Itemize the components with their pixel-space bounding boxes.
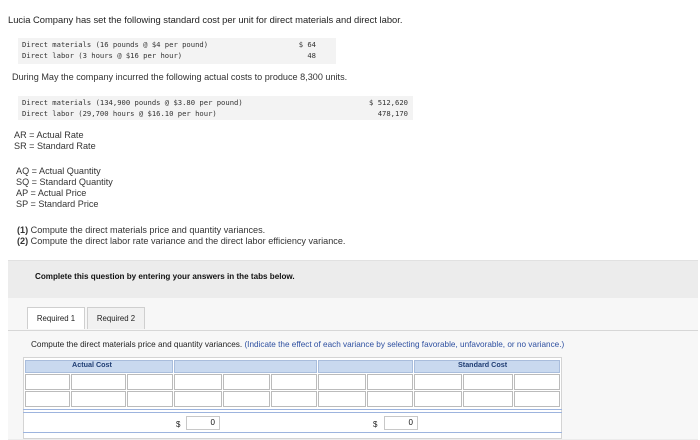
row2-cell-8[interactable] <box>367 391 413 407</box>
actual-cost-intro: During May the company incurred the following actual costs to produce 8,300 units. <box>12 72 348 82</box>
standard-price-input[interactable] <box>271 374 317 390</box>
standard-rate-label-input[interactable] <box>463 374 513 390</box>
sum-rule-bottom <box>23 412 562 413</box>
abbr-sq: SQ = Standard Quantity <box>16 177 113 187</box>
row2-cell-5[interactable] <box>223 391 270 407</box>
row2-cell-1[interactable] <box>25 391 70 407</box>
sum-rule-top <box>23 409 562 410</box>
task-2-number: (2) <box>17 236 29 246</box>
task-2-text: Compute the direct labor rate variance and the direct labor efficiency variance. <box>28 236 346 246</box>
actual-cost-label-labor: Direct labor (29,700 hours @ $16.10 per hour) <box>22 109 217 118</box>
sum-left-dollar-sign: $ <box>176 420 181 429</box>
row2-cell-2[interactable] <box>71 391 126 407</box>
task-1-text: Compute the direct materials price and quantity variances. <box>28 225 266 235</box>
actual-quantity-2-input[interactable] <box>174 374 222 390</box>
task-2 <box>17 236 345 246</box>
blank-header-cell-2 <box>318 360 413 373</box>
problem-intro: Lucia Company has set the following standard cost per unit for direct materials and direct labor. <box>8 14 403 25</box>
instructions <box>31 340 564 349</box>
actual-quantity-input[interactable] <box>25 374 70 390</box>
tab-required-2[interactable]: Required 2 <box>87 307 145 329</box>
actual-cost-amount-materials: $ 512,620 <box>369 98 408 107</box>
sum-right-dollar-sign: $ <box>373 420 378 429</box>
actual-price-label-input[interactable] <box>71 374 126 390</box>
standard-cost-header: Standard Cost <box>458 360 508 369</box>
abbr-sr: SR = Standard Rate <box>14 141 96 151</box>
abbr-sp: SP = Standard Price <box>16 199 99 209</box>
task-1 <box>17 225 265 235</box>
blank-header-cell-1 <box>174 360 317 373</box>
instructions-note: (Indicate the effect of each variance by selecting favorable, unfavorable, or no variance.) <box>244 340 565 349</box>
row2-cell-9[interactable] <box>414 391 462 407</box>
standard-quantity-label-input[interactable] <box>367 374 413 390</box>
standard-cost-label-labor: Direct labor (3 hours @ $16 per hour) <box>22 51 183 60</box>
standard-cost-label-materials: Direct materials (16 pounds @ $4 per pound) <box>22 40 209 49</box>
row2-cell-11[interactable] <box>514 391 560 407</box>
row2-cell-10[interactable] <box>463 391 513 407</box>
instructions-main: Compute the direct materials price and quantity variances. <box>31 340 245 349</box>
tab-required-1[interactable]: Required 1 <box>27 307 85 329</box>
standard-quantity-value-input[interactable] <box>414 374 462 390</box>
abbr-ap: AP = Actual Price <box>16 188 87 198</box>
panel-heading: Complete this question by entering your answers in the tabs below. <box>35 272 295 281</box>
task-1-number: (1) <box>17 225 29 235</box>
abbr-aq: AQ = Actual Quantity <box>16 166 101 176</box>
sum-right-value: 0 <box>384 416 418 430</box>
row2-cell-6[interactable] <box>271 391 317 407</box>
actual-cost-amount-labor: 478,170 <box>377 109 408 118</box>
actual-price-input[interactable] <box>127 374 173 390</box>
actual-cost-label-materials: Direct materials (134,900 pounds @ $3.80 per pound) <box>22 98 243 107</box>
abbr-ar: AR = Actual Rate <box>14 130 84 140</box>
row2-cell-3[interactable] <box>127 391 173 407</box>
standard-cost-amount-materials: $ 64 <box>298 40 316 49</box>
standard-price-label-input[interactable] <box>223 374 270 390</box>
row2-cell-7[interactable] <box>318 391 366 407</box>
standard-rate-input[interactable] <box>514 374 560 390</box>
tab-divider <box>8 330 698 331</box>
table-bottom-rule <box>23 432 562 433</box>
standard-cost-amount-labor: 48 <box>307 51 316 60</box>
sum-left-value: 0 <box>186 416 220 430</box>
row2-cell-4[interactable] <box>174 391 222 407</box>
actual-cost-header: Actual Cost <box>72 360 112 369</box>
standard-quantity-input[interactable] <box>318 374 366 390</box>
